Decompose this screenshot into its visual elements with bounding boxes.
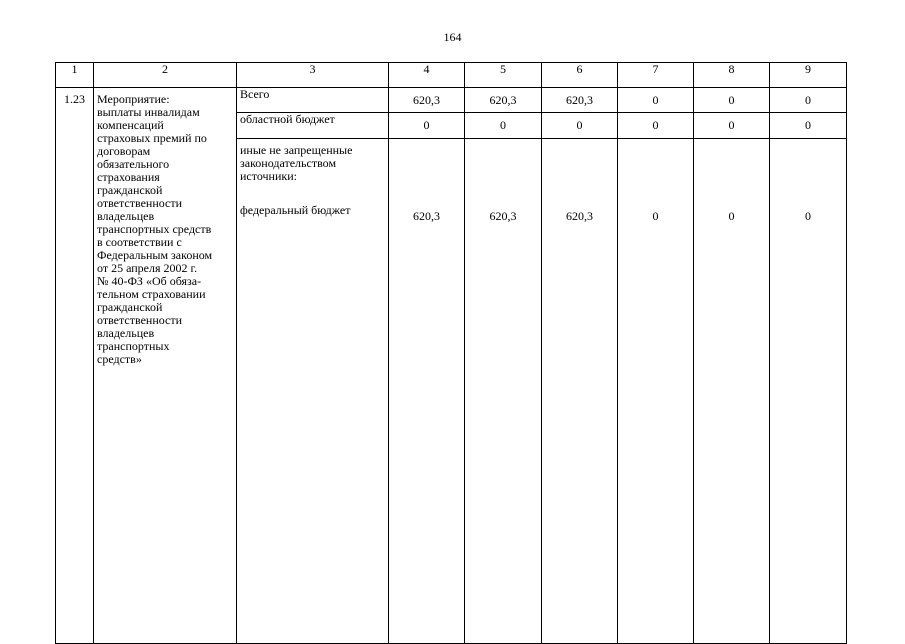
value-cell: 620,3 <box>542 139 618 644</box>
item-description <box>94 88 237 644</box>
value-cell: 0 <box>770 88 847 113</box>
description-line: обязательного <box>97 157 170 171</box>
value-cell: 0 <box>389 113 465 139</box>
column-header-9: 9 <box>770 63 847 88</box>
description-line: транспортных <box>97 339 170 353</box>
source-other-line: иные не запрещенные <box>240 143 353 157</box>
table-header-row <box>56 63 847 88</box>
value-cell: 620,3 <box>389 139 465 644</box>
budget-table <box>55 62 847 644</box>
value-cell: 0 <box>542 113 618 139</box>
value-cell: 0 <box>465 113 542 139</box>
page-number: 164 <box>443 30 462 44</box>
value-cell: 620,3 <box>465 139 542 644</box>
description-line: гражданской <box>97 183 163 197</box>
description-line: Мероприятие: <box>97 92 170 106</box>
value-cell: 0 <box>618 139 694 644</box>
description-line: страхования <box>97 170 160 184</box>
source-other-line: законодательством <box>240 156 337 170</box>
value-cell: 0 <box>770 139 847 644</box>
column-header-6: 6 <box>542 63 618 88</box>
value-cell: 0 <box>618 88 694 113</box>
source-regional: областной бюджет <box>237 113 389 139</box>
description-line: № 40-ФЗ «Об обяза- <box>97 274 202 288</box>
source-other <box>237 139 389 644</box>
column-header-1: 1 <box>56 63 94 88</box>
description-line: в соответствии с <box>97 235 182 249</box>
description-line: средств» <box>97 352 142 366</box>
description-line: транспортных средств <box>97 222 212 236</box>
column-header-4: 4 <box>389 63 465 88</box>
description-line: ответственности <box>97 196 183 210</box>
column-header-2: 2 <box>94 63 237 88</box>
value-cell: 0 <box>694 88 770 113</box>
description-line: ответственности <box>97 313 183 327</box>
source-other-line: источники: <box>240 169 297 183</box>
value-cell: 0 <box>694 113 770 139</box>
value-cell: 0 <box>618 113 694 139</box>
source-federal: федеральный бюджет <box>240 203 351 217</box>
description-line: договорам <box>97 144 151 158</box>
value-cell: 620,3 <box>389 88 465 113</box>
description-line: гражданской <box>97 300 163 314</box>
description-line: владельцев <box>97 326 155 340</box>
column-header-8: 8 <box>694 63 770 88</box>
description-line: страховых премий по <box>97 131 207 145</box>
value-cell: 620,3 <box>465 88 542 113</box>
column-header-3: 3 <box>237 63 389 88</box>
description-line: от 25 апреля 2002 г. <box>97 261 198 275</box>
description-line: выплаты инвалидам <box>97 105 200 119</box>
value-cell: 0 <box>694 139 770 644</box>
source-total: Всего <box>237 88 389 113</box>
column-header-5: 5 <box>465 63 542 88</box>
item-code: 1.23 <box>56 88 94 644</box>
description-line: владельцев <box>97 209 155 223</box>
description-line: компенсаций <box>97 118 164 132</box>
table-row-total <box>56 88 847 113</box>
value-cell: 620,3 <box>542 88 618 113</box>
value-cell: 0 <box>770 113 847 139</box>
column-header-7: 7 <box>618 63 694 88</box>
description-line: Федеральным законом <box>97 248 213 262</box>
description-line: тельном страховании <box>97 287 206 301</box>
